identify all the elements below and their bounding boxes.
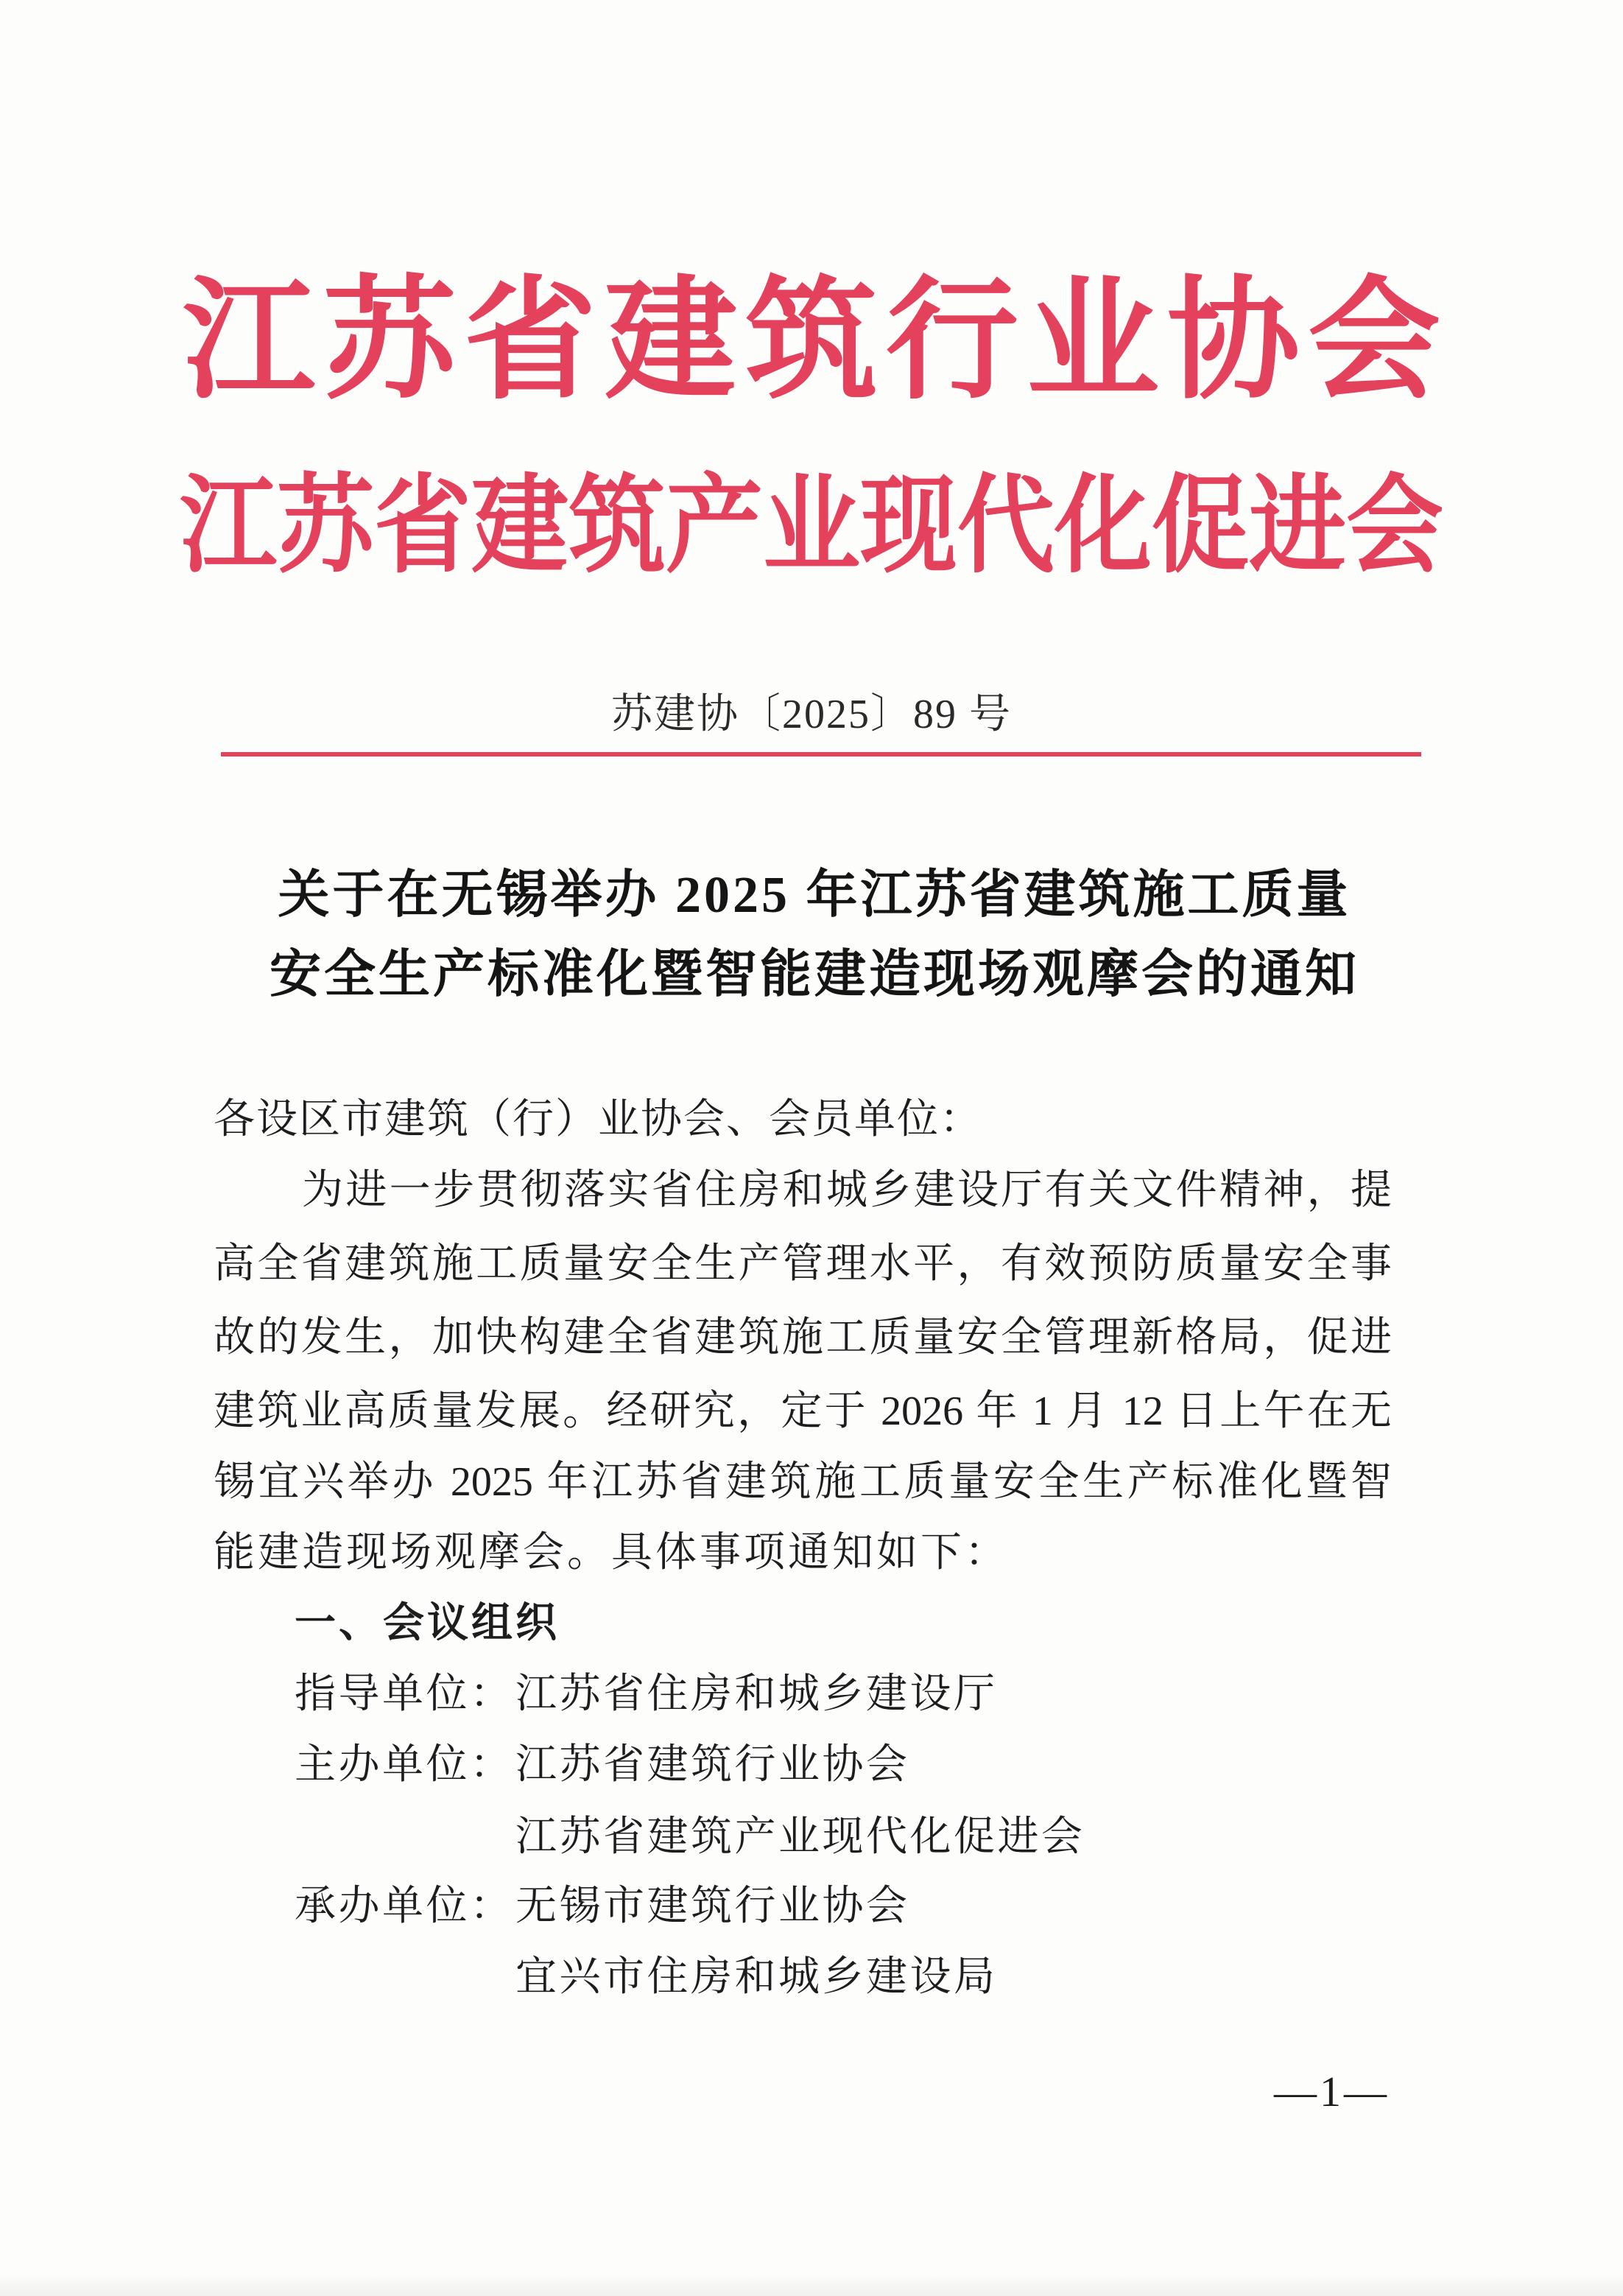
organizer-row-undertaker [295,1881,910,1932]
paragraph-line: 高全省建筑施工质量安全生产管理水平，有效预防质量安全事 [214,1241,1392,1287]
page-number: —1— [1274,2068,1390,2116]
letterhead-red-rule [221,752,1421,756]
paragraph-line: 锡宜兴举办 2025 年江苏省建筑施工质量安全生产标准化暨智 [214,1459,1392,1505]
organizer-label: 承办单位： [295,1884,514,1929]
salutation: 各设区市建筑（行）业协会、会员单位： [214,1097,982,1142]
organizer-name: 无锡市建筑行业协会 [515,1884,910,1929]
organizer-row-host [295,1739,910,1791]
document-number: 苏建协〔2025〕89 号 [611,692,1012,737]
paragraph-line: 故的发生，加快构建全省建筑施工质量安全管理新格局，促进 [214,1315,1392,1361]
organizer-name: 江苏省建筑行业协会 [515,1742,910,1788]
scan-edge-shadow [0,2275,1623,2296]
paragraph-line: 建筑业高质量发展。经研究，定于 2026 年 1 月 12 日上午在无 [214,1389,1393,1434]
notice-title-line-1: 关于在无锡举办 2025 年江苏省建筑施工质量 [278,867,1351,924]
organizer-name: 宜兴市住房和城乡建设局 [515,1954,998,2000]
paragraph-line: 能建造现场观摩会。具体事项通知如下： [214,1530,1009,1576]
section-heading: 一、会议组织 [295,1601,560,1646]
organizer-name: 江苏省住房和城乡建设厅 [515,1671,998,1717]
organizer-name: 江苏省建筑产业现代化促进会 [515,1814,1085,1860]
letterhead-org-name-1: 江苏省建筑行业协会 [182,262,1448,418]
letterhead-org-name-2: 江苏省建筑产业现代化促进会 [180,463,1443,589]
organizer-label: 指导单位： [295,1671,514,1717]
notice-title-line-2: 安全生产标准化暨智能建造现场观摩会的通知 [270,947,1359,1003]
organizer-row-guidance [295,1668,998,1720]
organizer-label: 主办单位： [295,1742,514,1788]
paragraph-line: 为进一步贯彻落实省住房和城乡建设厅有关文件精神，提 [302,1168,1392,1213]
